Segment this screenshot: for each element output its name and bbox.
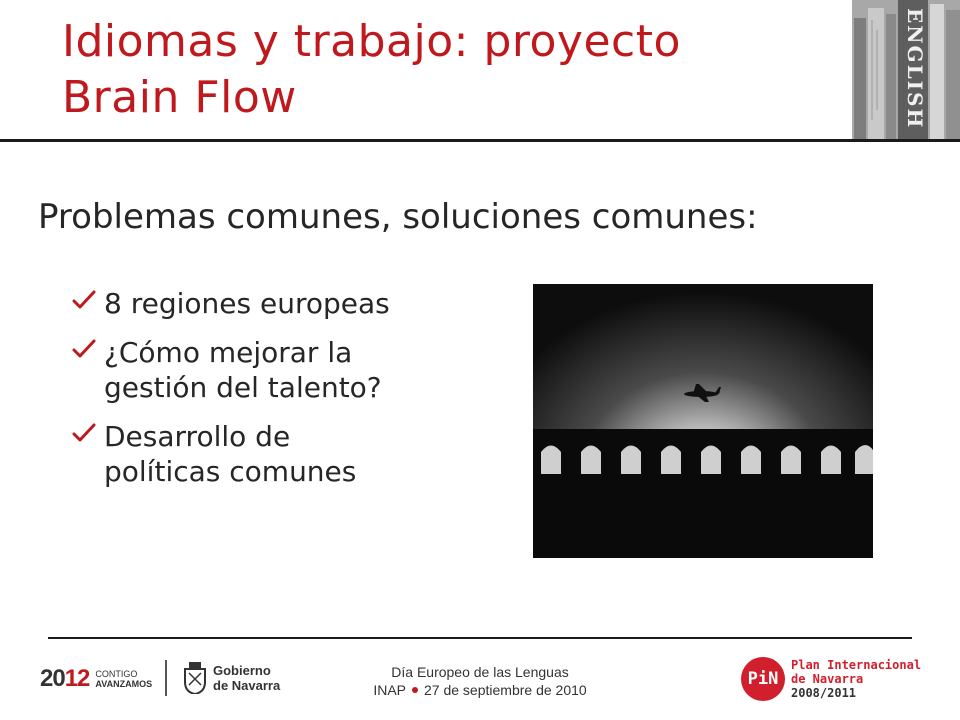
slide-title-line2: Brain Flow [62, 72, 297, 123]
checkmark-icon [72, 288, 96, 312]
logo-year [40, 665, 89, 693]
slide-title-line1: Idiomas y trabajo: proyecto [62, 16, 681, 67]
gobierno-text [213, 663, 280, 693]
pin-mark: PiN [741, 657, 785, 701]
logo-year-part-a: 20 [40, 665, 65, 692]
bullet-text-line1: Desarrollo de [104, 420, 291, 453]
slide-subtitle: Problemas comunes, soluciones comunes: [38, 197, 758, 237]
title-divider [0, 139, 960, 142]
pin-line2: de Navarra [791, 672, 864, 686]
list-item [72, 419, 472, 489]
bullet-text-line1: 8 regiones europeas [104, 287, 390, 320]
bullet-text-line1: ¿Cómo mejorar la [104, 336, 353, 369]
footer-line1: Día Europeo de las Lenguas [391, 664, 569, 680]
logo-motto-line2: AVANZAMOS [95, 679, 153, 689]
list-item [72, 335, 472, 405]
logo-separator [165, 660, 167, 696]
aqueduct-airplane-photo [533, 284, 873, 558]
english-book-spine-text: ENGLISH [903, 8, 927, 130]
pin-line1: Plan Internacional [791, 658, 922, 672]
logo-motto-line1: CONTIGO [95, 669, 138, 679]
footer-line2 [330, 681, 630, 699]
slide-title [62, 14, 822, 126]
logo-motto [95, 669, 152, 689]
bullet-dot-icon [412, 687, 418, 693]
bullet-text-line2: políticas comunes [104, 455, 357, 488]
pin-line3: 2008/2011 [791, 686, 857, 700]
gobierno-line1: Gobierno [213, 663, 271, 678]
pin-text [791, 658, 921, 700]
bullet-text-line2: gestión del talento? [104, 371, 382, 404]
list-item [72, 286, 472, 321]
logo-year-part-b: 12 [64, 665, 90, 692]
footer-text [330, 663, 630, 699]
gobierno-line2: de Navarra [213, 678, 281, 693]
checkmark-icon [72, 337, 96, 361]
footer-venue: INAP [373, 682, 406, 698]
coat-of-arms-icon [183, 662, 207, 694]
checkmark-icon [72, 421, 96, 445]
footer-divider [48, 637, 912, 639]
english-books-image [852, 0, 960, 141]
contigo-avanzamos-logo [40, 664, 152, 694]
footer-date: 27 de septiembre de 2010 [424, 682, 587, 698]
plan-internacional-logo [741, 657, 921, 701]
gobierno-de-navarra-logo [183, 662, 280, 694]
bullet-list [72, 286, 472, 503]
